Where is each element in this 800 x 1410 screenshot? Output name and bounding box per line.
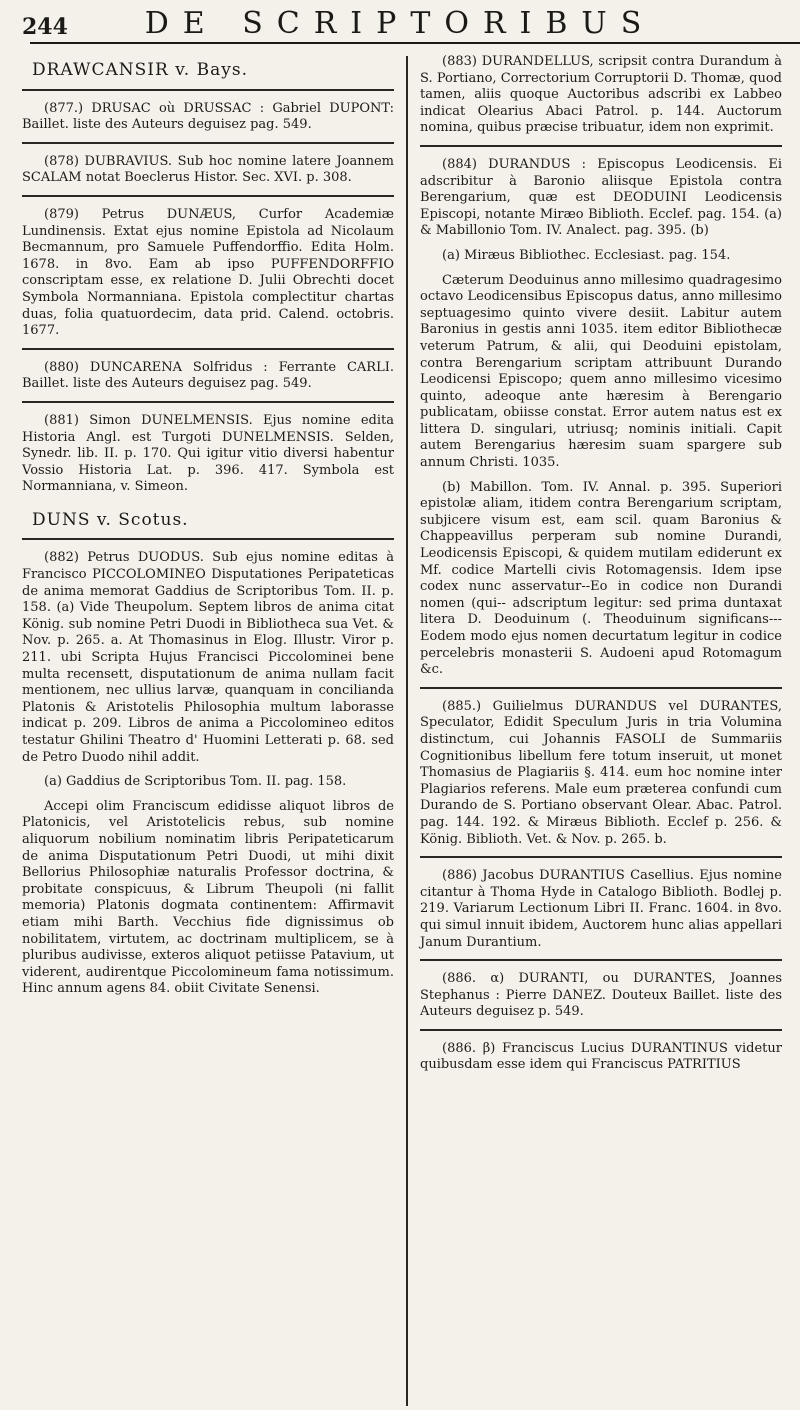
section-rule [420,856,782,858]
page-number: 244 [22,14,68,40]
running-head: DE SCRIPTORIBUS [144,6,656,41]
right-column [420,54,782,1082]
section-rule [22,142,394,144]
section-rule [22,538,394,540]
catalog-entry: (886. α) DURANTI, ou DURANTES, Joannes Stephanus : Pierre DANEZ. Douteux Baillet. liste des Auteurs deguisez p. 549. [420,971,782,1020]
catalog-entry: (886) Jacobus DURANTIUS Casellius. Ejus nomine citantur à Thoma Hyde in Catalogo Biblioth. Bodlej p. 219. Variarum Lectionum Libri II. Franc. 1604. in 8vo. qui simul innuit ibidem, Auctorem hunc alias appellari Janum Durantium. [420,868,782,950]
catalog-entry: (877.) DRUSAC où DRUSSAC : Gabriel DUPONT: Baillet. liste des Auteurs deguisez pag. 549. [22,100,394,133]
section-rule [420,959,782,961]
left-column [22,54,394,1006]
column-divider [406,56,408,1406]
catalog-entry: (885.) Guilielmus DURANDUS vel DURANTES, Speculator, Edidit Speculum Juris in tria Volumina distinctum, cui Johannis FASOLI de Summariis Cognitionibus libellum fere totum inseruit, ut monet Thomasius de Plagiariis §. 414. eum hoc nomine inter Plagiarios referens. Male eum præterea confundi cum Durando de S. Portiano observant Olear. Abac. Patrol. pag. 144. 192. & Miræus Biblioth. Ecclef p. 256. & König. Biblioth. Vet. & Nov. p. 265. b. [420,698,782,847]
section-rule [420,687,782,689]
footnote: Cæterum Deoduinus anno millesimo quadragesimo octavo Leodicensibus Episcopus datus, anno millesimo septuagesimo quinto vivere desiit. Labitur autem Baronius in gestis anni 1035. item editor Bibliothecæ veterum Patrum, & alii, qui Deoduini epistolam, contra Berengarium scriptam attribuunt Durando Leodicensi Episcopo; quem anno millesimo vicesimo quinto, adeoque ante hæresim à Berengario publicatam, obiisse constat. Error autem natus est ex littera D. singulari, utriusq; nominis initiali. Capit autem Berengarius hæresim suam spargere sub annum Christi. 1035. [420,272,782,471]
section-rule [22,348,394,350]
catalog-entry: (880) DUNCARENA Solfridus : Ferrante CARLI. Baillet. liste des Auteurs deguisez pag. 549. [22,359,394,392]
section-rule [420,1029,782,1031]
section-rule [22,195,394,197]
cross-reference-heading: DRAWCANSIR v. Bays. [32,60,248,80]
catalog-entry: (883) DURANDELLUS, scripsit contra Durandum à S. Portiano, Correctorium Corruptorii D. Thomæ, quod tamen, aliis quoque Auctoribus adscribi ex Labbeo indicat Olearius Abaci Patrol. p. 144. Auctorum nomina, quibus præcise tribuatur, idem non exprimit. [420,54,782,136]
section-rule [22,401,394,403]
catalog-entry: (879) Petrus DUNÆUS, Curfor Academiæ Lundinensis. Extat ejus nomine Epistola ad Nicolaum Becmannum, pro Samuele Puffendorffio. Edita Holm. 1678. in 8vo. Eam ab ipso PUFFENDORFFIO conscriptam esse, ex relatione D. Julii Obrechti docet Symbola Normanniana. Epistola complectitur chartas duas, folia quatuordecim, data prid. Calend. octobris. 1677. [22,206,394,339]
catalog-entry: (886. β) Franciscus Lucius DURANTINUS videtur quibusdam esse idem qui Franciscus PATRITIUS [420,1040,782,1073]
catalog-entry: (881) Simon DUNELMENSIS. Ejus nomine edita Historia Angl. est Turgoti DUNELMENSIS. Selden, Synedr. lib. II. p. 170. Qui igitur vitio diversi habentur Vossio Historia Lat. p. 396. 417. Symbola est Normanniana, v. Simeon. [22,412,394,495]
section-rule [420,145,782,147]
footnote: (a) Miræus Bibliothec. Ecclesiast. pag. 154. [442,247,731,263]
footnote: (b) Mabillon. Tom. IV. Annal. p. 395. Superiori epistolæ aliam, itidem contra Berengarium scriptam, subjicere visum est, eam scil. quam Baronius & Chappeavillus perperam sub nomine Durandi, Leodicensis Episcopi, & quidem mutilam ediderunt ex Mf. codice Martelli civis Rotomagensis. Idem ipse codex nunc asservatur--Eo in codice non Durandi nomen (qui-- adscriptum legitur: sed prima duntaxat litera D. Deoduinum (. Theoduinum significans---Eodem modo ejus nomen decurtatum legitur in codice percelebris monasterii S. Audoeni apud Rotomagum &c. [420,479,782,678]
catalog-entry: (882) Petrus DUODUS. Sub ejus nomine editas à Francisco PICCOLOMINEO Disputationes Peripateticas de anima memorat Gaddius de Scriptoribus Tom. II. p. 158. (a) Vide Theupolum. Septem libros de anima citat König. sub nomine Petri Duodi in Bibliotheca sua Vet. & Nov. p. 265. a. At Thomasinus in Elog. Illustr. Viror p. 211. ubi Scripta Hujus Francisci Piccolominei bene multa recensett, disputationum de anima nullam facit mentionem, nec ullius larvæ, quanquam in concilianda Platonis & Aristotelis Philosophia multum laborasse indicat p. 209. Libros de anima a Piccolomineo editos testatur Ghilini Theatro d' Huomini Letterati p. 68. sed de Petro Duodo nihil addit. [22,550,394,765]
catalog-entry: (884) DURANDUS : Episcopus Leodicensis. Ei adscribitur à Baronio aliisque Epistola contra Berengarium, quæ est DEODUINI Leodicensis Episcopi, notante Miræo Biblioth. Ecclef. pag. 154. (a) & Mabillonio Tom. IV. Analect. pag. 395. (b) [420,156,782,239]
footnote: Accepi olim Franciscum edidisse aliquot libros de Platonicis, vel Aristotelicis rebus, sub nomine aliquorum nobilium nominatim libris Peripateticarum de anima Disputationum Petri Duodi, ut mihi dixit Bellorius Philosophiæ naturalis Professor doctrina, & probitate conspicuus, & Librum Theupoli (ni fallit memoria) Platonis dogmata continentem: Affirmavit etiam mihi Barth. Vecchius fide dignissimus ob nobilitatem, virtutem, ac doctrinam multiplicem, se à pluribus audivisse, exteros aliquot petiisse Patavium, ut viderent, audirentque Piccolomineum fama notissimum. Hinc annum agens 84. obiit Civitate Senensi. [22,798,394,997]
footnote: (a) Gaddius de Scriptoribus Tom. II. pag. 158. [44,774,347,790]
catalog-entry: (878) DUBRAVIUS. Sub hoc nomine latere Joannem SCALAM notat Boeclerus Histor. Sec. XVI. p. 308. [22,153,394,186]
cross-reference-heading: DUNS v. Scotus. [32,509,189,530]
header-rule [30,42,800,44]
section-rule [22,89,394,91]
